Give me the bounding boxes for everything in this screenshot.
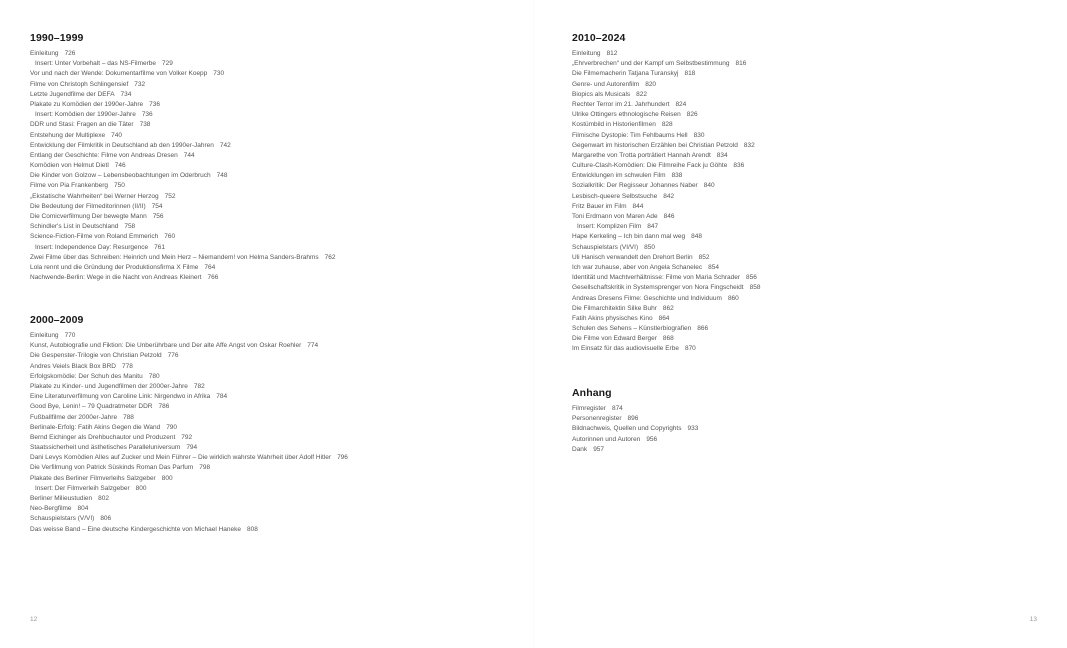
toc-entry[interactable]: Die Filmarchitektin Silke Buhr 862 [572, 304, 674, 312]
toc-entry[interactable]: Plakate des Berliner Filmverleihs Salzgeber 800 [30, 474, 173, 482]
toc-entry[interactable]: Filmische Dystopie: Tim Fehlbaums Hell 830 [572, 131, 705, 139]
section-2010-2024 [572, 32, 1042, 355]
toc-entry[interactable]: Andres Veiels Black Box BRD 778 [30, 362, 133, 370]
toc-entry[interactable]: Die Comicverfilmung Der bewegte Mann 756 [30, 213, 164, 220]
toc-entry[interactable]: Fußballfilme der 2000er-Jahre 788 [30, 413, 134, 421]
toc-entry[interactable]: Toni Erdmann von Maren Ade 846 [572, 213, 675, 220]
toc-entry[interactable]: Die Gespenster-Trilogie von Christian Petzold 776 [30, 352, 179, 360]
toc-entry[interactable]: Im Einsatz für das audiovisuelle Erbe 870 [572, 345, 696, 353]
toc-entry[interactable]: Hape Kerkeling – Ich bin dann mal weg 848 [572, 233, 702, 241]
toc-entry[interactable]: Rechter Terror im 21. Jahrhundert 824 [572, 100, 687, 108]
toc-entry[interactable]: Genre- und Autorenfilm 820 [572, 80, 657, 88]
toc-entry[interactable]: Gesellschaftskritik in Systemsprenger von Nora Fingscheidt 858 [572, 284, 761, 292]
toc-entry[interactable]: Fatih Akins physisches Kino 864 [572, 314, 670, 322]
toc-entry[interactable]: Good Bye, Lenin! – 79 Quadratmeter DDR 786 [30, 403, 170, 411]
toc-entry[interactable]: Dani Levys Komödien Alles auf Zucker und Mein Führer – Die wirklich wahrste Wahrheit über Adolf Hitler 796 [30, 454, 348, 462]
toc-entry-insert[interactable]: Insert: Independence Day: Resurgence 761 [35, 243, 165, 251]
toc-entry[interactable]: Schulen des Sehens – Künstlerbiografien 866 [572, 325, 709, 333]
toc-entry[interactable]: Berlinale-Erfolg: Fatih Akins Gegen die Wand 790 [30, 423, 178, 431]
toc-entry[interactable]: Berliner Milieustudien 802 [30, 495, 109, 502]
left-page [0, 0, 533, 648]
toc-entry[interactable]: Kunst, Autobiografie und Fiktion: Die Unberührbare und Der alte Affe Angst von Oskar Roehler 774 [30, 342, 319, 350]
toc-entry[interactable]: Entwicklung der Filmkritik in Deutschland ab den 1990er-Jahren 742 [30, 141, 231, 149]
page-number-left: 12 [30, 616, 38, 623]
toc-entry[interactable]: Entstehung der Multiplexe 740 [30, 131, 123, 139]
toc-entry[interactable]: Nachwende-Berlin: Wege in die Nacht von Andreas Kleinert 766 [30, 274, 219, 282]
toc-entry-insert[interactable]: Insert: Komplizen Film 847 [577, 223, 659, 231]
toc-entry[interactable]: Schauspielstars (V/VI) 806 [30, 515, 112, 523]
right-page [534, 0, 1067, 648]
toc-entry[interactable]: Margarethe von Trotta porträtiert Hannah Arendt 834 [572, 151, 728, 159]
section-anhang [572, 387, 1042, 455]
toc-entry[interactable]: Einleitung 726 [30, 50, 76, 57]
toc-entry[interactable]: Plakate zu Komödien der 1990er-Jahre 736 [30, 100, 160, 108]
toc-entry[interactable]: Eine Literaturverfilmung von Caroline Link: Nirgendwo in Afrika 784 [30, 393, 228, 401]
section-2000-2009 [30, 314, 525, 535]
toc-entry[interactable]: Letzte Jugendfilme der DEFA 734 [30, 90, 132, 98]
toc-entry[interactable]: Filmregister 874 [572, 405, 623, 412]
toc-entry[interactable]: DDR und Stasi: Fragen an die Täter 738 [30, 121, 151, 129]
toc-entry[interactable]: Die Filme von Edward Berger 868 [572, 335, 674, 343]
toc-entry-insert[interactable]: Insert: Unter Vorbehalt – das NS-Filmerbe 729 [35, 60, 173, 68]
toc-entry[interactable]: „Ehrverbrechen“ und der Kampf um Selbstbestimmung 816 [572, 60, 747, 68]
toc-entry[interactable]: Sozialkritik: Der Regisseur Johannes Naber 840 [572, 182, 715, 190]
toc-entry[interactable]: Plakate zu Kinder- und Jugendfilmen der 2000er-Jahre 782 [30, 382, 205, 390]
toc-entry[interactable]: Autorinnen und Autoren 956 [572, 435, 658, 443]
toc-entry[interactable]: Erfolgskomödie: Der Schuh des Manitu 780 [30, 372, 160, 380]
toc-entry[interactable]: Biopics als Musicals 822 [572, 90, 648, 98]
toc-entry-insert[interactable]: Insert: Komödien der 1990er-Jahre 736 [35, 111, 153, 119]
toc-entry[interactable]: Fritz Bauer im Film 844 [572, 202, 644, 210]
toc-entry[interactable]: Vor und nach der Wende: Dokumentarfilme von Volker Koepp 730 [30, 70, 225, 78]
toc-entry[interactable]: Die Filmemacherin Tatjana Turanskyj 818 [572, 70, 696, 78]
toc-entry[interactable]: Personenregister 896 [572, 415, 639, 423]
toc-entry[interactable]: Staatssicherheit und ästhetisches Paralleluniversum 794 [30, 444, 198, 452]
toc-entry[interactable]: Filme von Christoph Schlingensief 732 [30, 80, 146, 88]
section-heading: 2000–2009 [30, 314, 84, 326]
toc-entry[interactable]: „Ekstatische Wahrheiten“ bei Werner Herzog 752 [30, 192, 176, 200]
toc-entry[interactable]: Entwicklungen im schwulen Film 838 [572, 172, 683, 180]
toc-entry[interactable]: Das weisse Band – Eine deutsche Kindergeschichte von Michael Haneke 808 [30, 525, 258, 533]
toc-entry[interactable]: Gegenwart im historischen Erzählen bei Christian Petzold 832 [572, 141, 755, 149]
toc-entry[interactable]: Die Kinder von Golzow – Lebensbeobachtungen im Oderbruch 748 [30, 172, 228, 180]
toc-entry[interactable]: Schindler's List in Deutschland 758 [30, 223, 136, 231]
toc-entry[interactable]: Filme von Pia Frankenberg 750 [30, 182, 125, 190]
page-number-right: 13 [1029, 616, 1037, 623]
toc-entry[interactable]: Einleitung 812 [572, 50, 618, 57]
section-heading: 2010–2024 [572, 32, 626, 44]
section-heading: 1990–1999 [30, 32, 84, 44]
toc-entry[interactable]: Dank 957 [572, 445, 605, 453]
toc-entry[interactable]: Bildnachweis, Quellen und Copyrights 933 [572, 425, 699, 433]
toc-entry[interactable]: Einleitung 770 [30, 332, 76, 339]
toc-entry[interactable]: Zwei Filme über das Schreiben: Heinrich und Mein Herz – Niemandem! von Helma Sanders-Brahms 762 [30, 253, 336, 261]
section-1990-1999 [30, 32, 525, 283]
toc-entry[interactable]: Kostümbild in Historienfilmen 828 [572, 121, 673, 129]
toc-entry-insert[interactable]: Insert: Der Filmverleih Salzgeber 800 [35, 484, 147, 492]
toc-entry[interactable]: Lesbisch-queere Selbstsuche 842 [572, 192, 675, 200]
toc-entry[interactable]: Neo-Bergfilme 804 [30, 505, 89, 513]
toc-entry[interactable]: Bernd Eichinger als Drehbuchautor und Produzent 792 [30, 433, 193, 441]
toc-entry[interactable]: Entlang der Geschichte: Filme von Andreas Dresen 744 [30, 151, 195, 159]
toc-entry[interactable]: Lola rennt und die Gründung der Produktionsfirma X Filme 764 [30, 263, 216, 271]
toc-entry[interactable]: Identität und Machtverhältnisse: Filme von Maria Schrader 856 [572, 274, 757, 282]
toc-entry[interactable]: Ich war zuhause, aber von Angela Schanelec 854 [572, 263, 719, 271]
toc-entry[interactable]: Die Bedeutung der Filmeditorinnen (II/II) 754 [30, 202, 163, 210]
toc-entry[interactable]: Andreas Dresens Filme: Geschichte und Individuum 860 [572, 294, 739, 302]
toc-entry[interactable]: Komödien von Helmut Dietl 746 [30, 162, 126, 170]
toc-entry[interactable]: Uli Hanisch verwandelt den Drehort Berlin 852 [572, 253, 710, 261]
toc-entry[interactable]: Ulrike Ottingers ethnologische Reisen 826 [572, 111, 698, 119]
section-heading: Anhang [572, 387, 612, 399]
toc-entry[interactable]: Culture-Clash-Komödien: Die Filmreihe Fack ju Göhte 836 [572, 162, 745, 170]
toc-entry[interactable]: Schauspielstars (VI/VI) 850 [572, 243, 655, 251]
toc-entry[interactable]: Science-Fiction-Filme von Roland Emmerich 760 [30, 233, 176, 241]
toc-entry[interactable]: Die Verfilmung von Patrick Süskinds Roman Das Parfum 798 [30, 464, 211, 472]
